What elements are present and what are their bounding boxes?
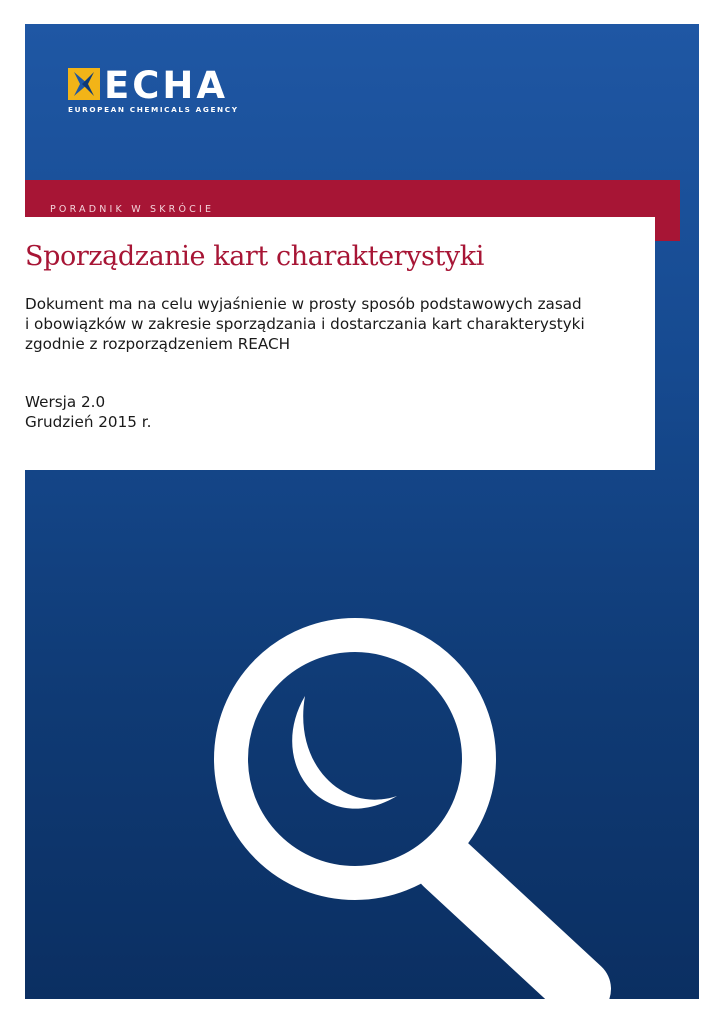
document-title: Sporządzanie kart charakterystyki [25, 241, 484, 272]
banner-label: PORADNIK W SKRÓCIE [50, 204, 215, 215]
document-version: Wersja 2.0 [25, 393, 106, 411]
logo-subtitle: EUROPEAN CHEMICALS AGENCY [68, 105, 239, 114]
magnifying-glass-icon [25, 24, 699, 999]
title-panel [25, 217, 655, 470]
document-description: Dokument ma na celu wyjaśnienie w prosty sposób podstawowych zasad i obowiązków w zakresie sporządzania i dostarczania kart charakterystyki zgodnie z rozporządzeniem REACH [25, 295, 585, 353]
document-date: Grudzień 2015 r. [25, 413, 152, 431]
logo-wordmark: ECHA [104, 64, 229, 107]
cover-background [25, 24, 699, 999]
